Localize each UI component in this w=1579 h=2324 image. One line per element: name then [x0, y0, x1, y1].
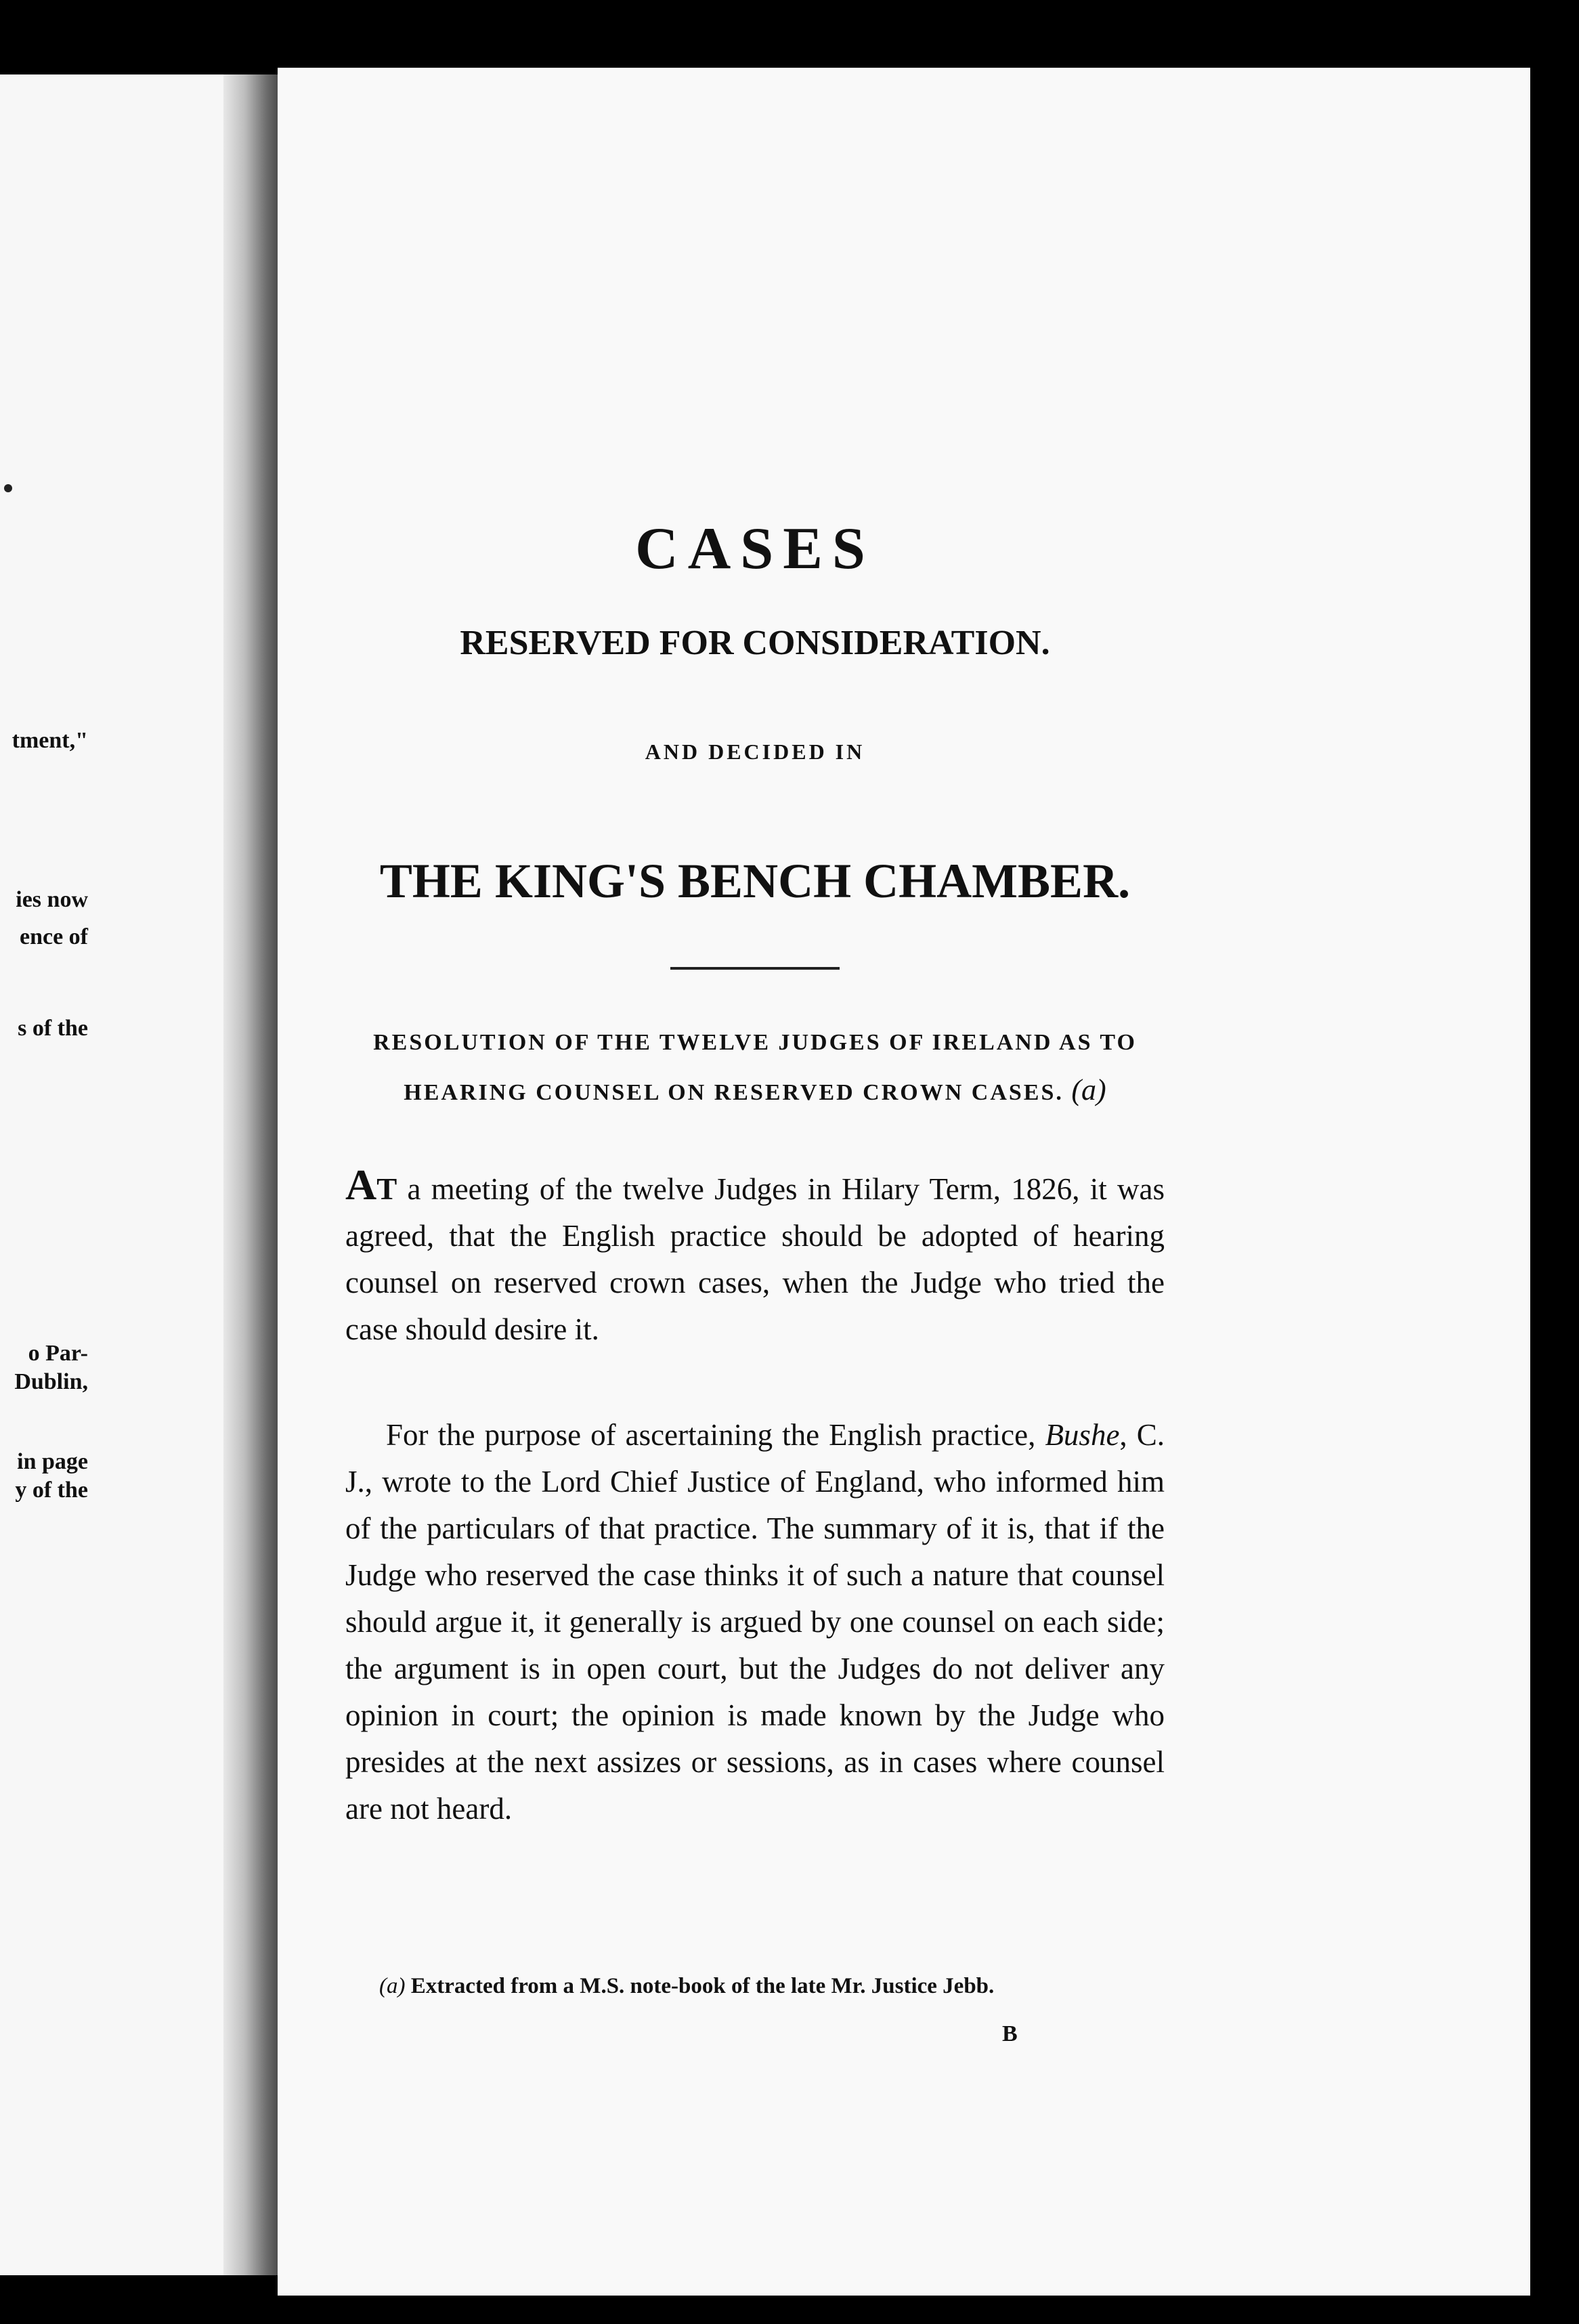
left-fragment: o Par-	[28, 1341, 88, 1366]
footnote	[379, 1974, 1165, 1999]
paragraph-text: , C. J., wrote to the Lord Chief Justice of England, who informed him of the particulars of that practice. The summary of it is, that if the Judge who reserved the case thinks it of such a nature that counsel should argue it, it generally is argued by one counsel on each side; the argument is in open court, but the Judges do not deliver any opinion in court; the opinion is made known by the Judge who presides at the next assizes or sessions, as in cases where counsel are not heard.	[345, 1418, 1165, 1826]
left-fragment: Dublin,	[14, 1369, 88, 1394]
body-paragraph-1	[345, 1161, 1165, 1353]
footnote-text: Extracted from a M.S. note-book of the late Mr. Justice Jebb.	[405, 1974, 995, 1998]
signature-mark: B	[1002, 2021, 1018, 2046]
paragraph-text: For the purpose of ascertaining the English practice,	[386, 1418, 1045, 1452]
left-fragment: ence of	[19, 924, 88, 949]
drop-cap: A	[345, 1161, 377, 1209]
left-fragment: ies now	[16, 887, 88, 912]
ornament-rule	[670, 967, 840, 970]
resolution-line-2: HEARING COUNSEL ON RESERVED CROWN CASES.	[404, 1080, 1064, 1105]
page-title: CASES	[635, 516, 875, 582]
book-gutter	[223, 74, 284, 2275]
resolution-line-1: RESOLUTION OF THE TWELVE JUDGES OF IRELAND AS TO	[373, 1030, 1137, 1055]
left-fragment: tment,"	[12, 728, 88, 753]
footnote-marker: (a)	[379, 1974, 406, 1998]
decided-in-line: AND DECIDED IN	[645, 739, 865, 764]
chamber-heading: THE KING'S BENCH CHAMBER.	[379, 854, 1131, 908]
body-paragraph-2	[345, 1412, 1165, 1832]
small-cap-letter: T	[376, 1172, 397, 1206]
resolution-heading	[345, 1019, 1165, 1117]
left-fragment: y of the	[15, 1478, 88, 1503]
paragraph-text: a meeting of the twelve Judges in Hilary Term, 1826, it was agreed, that the English practice should be adopted of hearing counsel on reserved crown cases, when the Judge who tried the case should desire it.	[345, 1172, 1165, 1346]
page-subtitle: RESERVED FOR CONSIDERATION.	[460, 624, 1050, 662]
footnote-reference: (a)	[1071, 1073, 1106, 1106]
left-fragment: in page	[17, 1449, 88, 1474]
left-fragment: s of the	[18, 1016, 88, 1041]
person-name: Bushe	[1045, 1418, 1120, 1452]
bullet-mark	[4, 484, 12, 492]
